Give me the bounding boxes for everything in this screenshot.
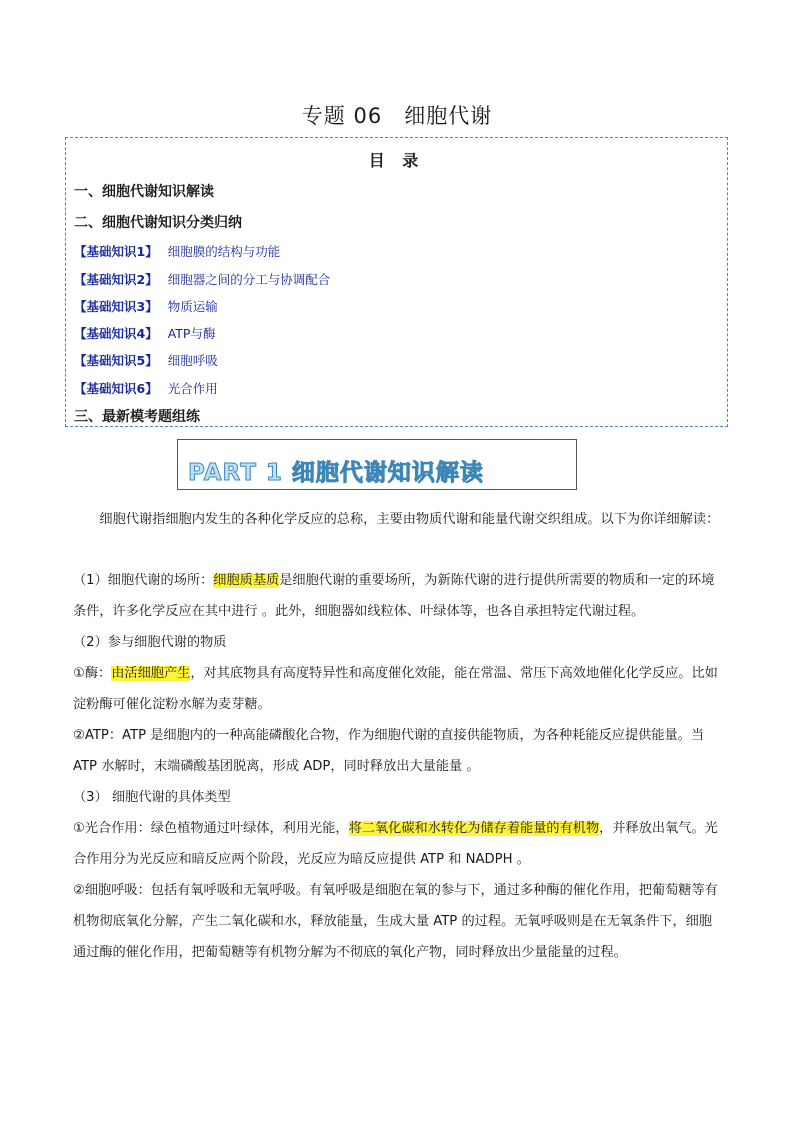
table-of-contents [65,137,728,427]
paragraph-substances-heading: （2）参与细胞代谢的物质 [73,635,227,650]
toc-section-1: 一、细胞代谢知识解读 [74,184,214,200]
highlighted-text: 细胞质基质 [213,573,280,588]
toc-item-tag: 【基础知识6】 [74,381,158,396]
document-title: 专题 06 细胞代谢 [301,104,493,128]
paragraph-enzyme [73,658,725,720]
text-run: ，对其底物具有高度特异性和高度催化效能，能在常温、常压下高效地催化化学反应。比如淀粉酶可催化淀粉水解为麦芽糖。 [73,666,718,712]
paragraph-atp: ②ATP：ATP 是细胞内的一种高能磷酸化合物，作为细胞代谢的直接供能物质，为各种耗能反应提供能量。当 ATP 水解时，末端磷酸基团脱离，形成 ADP，同时释放出大量能量 。 [73,728,705,774]
part-1-banner [177,439,577,490]
part-1-title: PART 1 细胞代谢知识解读 [188,460,484,486]
text-run: 是细胞代谢的重要场所，为新陈代谢的进行提供所需要的物质和一定的环境条件，许多化学反应在其中进行 。此外，细胞器如线粒体、叶绿体等，也各自承担特定代谢过程。 [73,573,715,619]
paragraph-photosynthesis [73,813,725,875]
toc-item-text: 细胞呼吸 [167,353,218,368]
toc-heading: 目 录 [368,151,425,170]
toc-item-text: 细胞膜的结构与功能 [167,244,281,259]
toc-item-text: 物质运输 [167,299,218,314]
toc-item-text: 光合作用 [167,381,218,396]
text-run: （1）细胞代谢的场所： [73,573,214,588]
toc-item-tag: 【基础知识2】 [74,272,158,287]
text-run: ①酶： [73,666,112,681]
intro-paragraph: 细胞代谢指细胞内发生的各种化学反应的总称，主要由物质代谢和能量代谢交织组成。以下为你详细解读： [99,512,720,527]
toc-item [74,379,218,397]
text-run: ①光合作用：绿色植物通过叶绿体，利用光能， [73,821,349,836]
toc-item-text: 细胞器之间的分工与协调配合 [167,272,331,287]
toc-section-2: 二、细胞代谢知识分类归纳 [74,215,242,231]
toc-section-3: 三、最新模考题组练 [74,409,200,425]
toc-item-tag: 【基础知识1】 [74,244,158,259]
paragraph-location [73,565,725,627]
paragraph-types-heading: （3） 细胞代谢的具体类型 [73,790,231,805]
toc-item-tag: 【基础知识3】 [74,299,158,314]
highlighted-text: 由活细胞产生 [111,666,191,681]
toc-item-tag: 【基础知识5】 [74,353,158,368]
toc-item [74,324,215,342]
highlighted-text: 将二氧化碳和水转化为储存着能量的有机物 [348,821,600,836]
toc-item-tag: 【基础知识4】 [74,326,158,341]
toc-item [74,242,280,260]
text-run: ，并释放出氧气。光合作用分为光反应和暗反应两个阶段，光反应为暗反应提供 ATP 和 NADPH 。 [73,821,718,867]
toc-item-text: ATP与酶 [167,326,216,341]
paragraph-respiration: ②细胞呼吸：包括有氧呼吸和无氧呼吸。有氧呼吸是细胞在氧的参与下，通过多种酶的催化作用，把葡萄糖等有机物彻底氧化分解，产生二氧化碳和水，释放能量，生成大量 ATP 的过程。无氧呼吸则是在无氧条件下，细胞通过酶的催化作用，把葡萄糖等有机物分解为不彻底的氧化产物，同时释放出少量能量的过程。 [73,883,718,960]
toc-item [74,297,218,315]
toc-item [74,270,330,288]
toc-item [74,351,218,369]
